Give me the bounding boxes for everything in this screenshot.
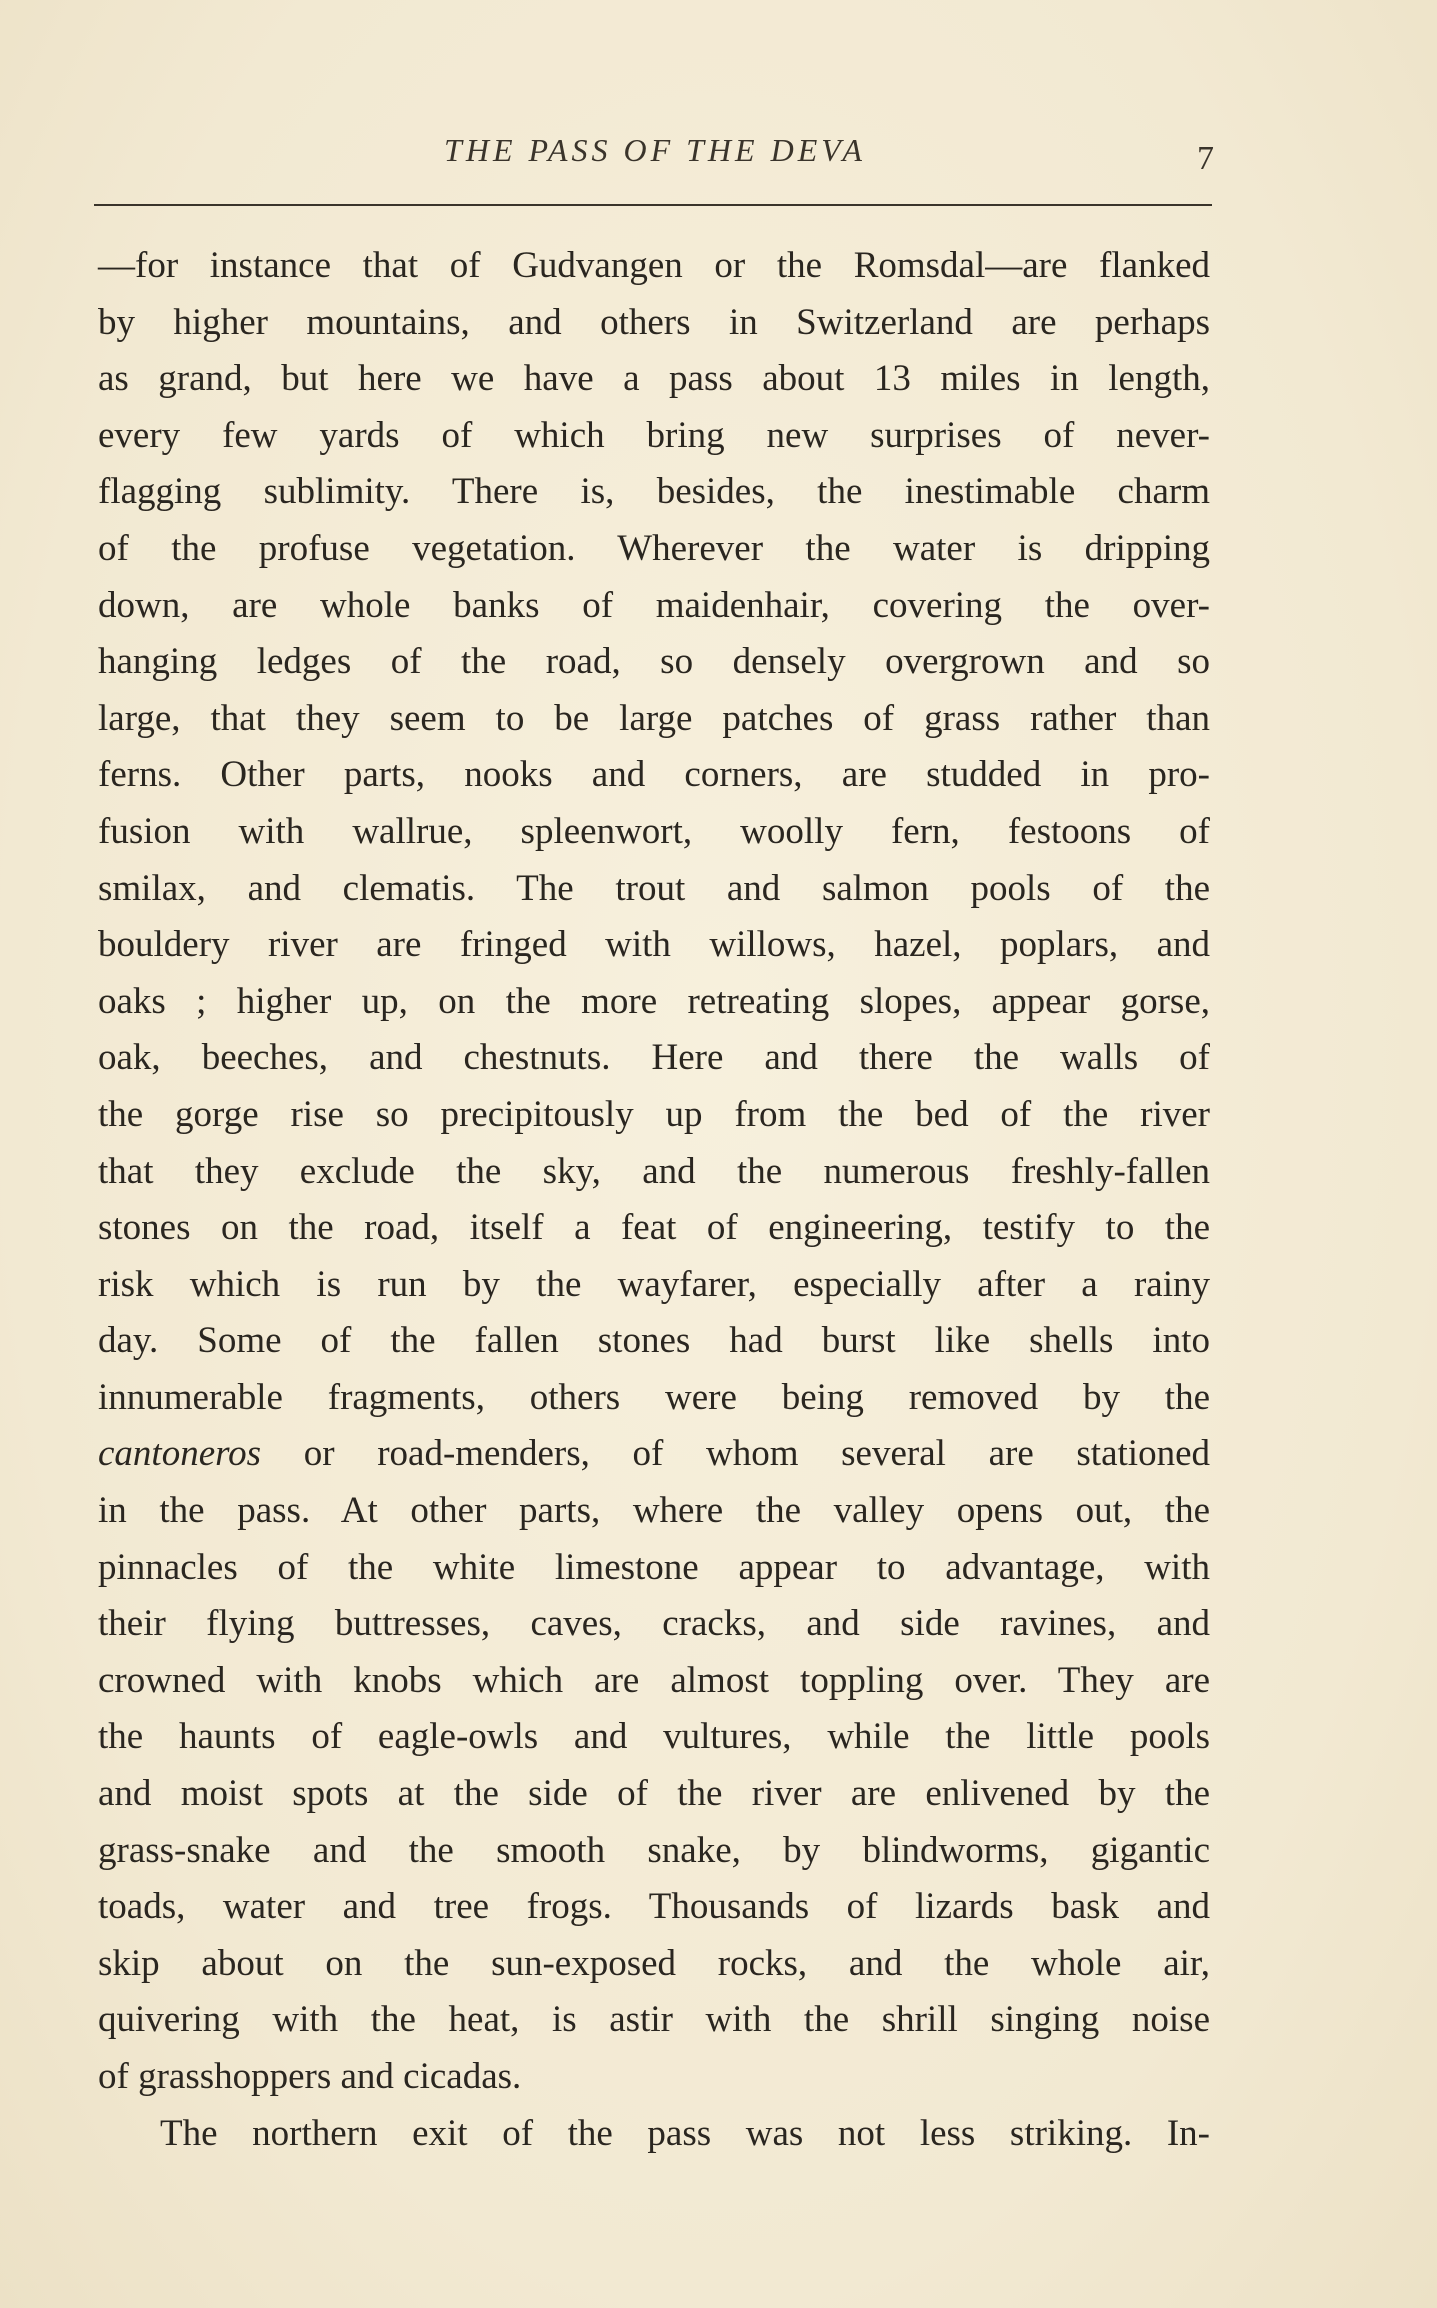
text-line: smilax, and clematis. The trout and salmon pools of the [98,867,1210,909]
text-line: as grand, but here we have a pass about 13 miles in length, [98,358,1210,400]
text-line: that they exclude the sky, and the numerous freshly-fallen [98,1150,1210,1192]
page-number: 7 [1197,140,1214,177]
header-rule [94,204,1212,206]
text-line: large, that they seem to be large patches of grass rather than [98,697,1210,739]
italic-term: cantoneros [98,1433,262,1475]
text-line: every few yards of which bring new surprises of never- [98,414,1210,456]
text-line: the gorge rise so precipitously up from the bed of the river [98,1093,1210,1135]
text-line: stones on the road, itself a feat of engineering, testify to the [98,1207,1210,1249]
text-line: hanging ledges of the road, so densely overgrown and so [98,641,1210,683]
text-line: crowned with knobs which are almost toppling over. They are [98,1659,1210,1701]
text-line: bouldery river are fringed with willows, hazel, poplars, and [98,924,1210,966]
text-line: innumerable fragments, others were being removed by the [98,1376,1210,1418]
text-line: and moist spots at the side of the river are enlivened by the [98,1773,1210,1815]
page-header [96,132,1214,192]
text-line: grass-snake and the smooth snake, by blindworms, gigantic [98,1829,1210,1871]
text-line: quivering with the heat, is astir with the shrill singing noise [98,1999,1210,2041]
text-line: their flying buttresses, caves, cracks, and side ravines, and [98,1603,1210,1645]
text-line: ferns. Other parts, nooks and corners, are studded in pro- [98,754,1210,796]
text-line: of the profuse vegetation. Wherever the water is dripping [98,527,1210,569]
text-line: of grasshoppers and cicadas. [98,2056,522,2097]
text-fragment: or road-menders, of whom several are stationed [261,1433,1210,1475]
text-line: in the pass. At other parts, where the valley opens out, the [98,1490,1210,1532]
text-line: flagging sublimity. There is, besides, the inestimable charm [98,471,1210,513]
text-line: oaks ; higher up, on the more retreating slopes, appear gorse, [98,980,1210,1022]
text-line: oak, beeches, and chestnuts. Here and there the walls of [98,1037,1210,1079]
text-line: risk which is run by the wayfarer, especially after a rainy [98,1263,1210,1305]
text-line: day. Some of the fallen stones had burst like shells into [98,1320,1210,1362]
running-head: THE PASS OF THE DEVA [444,132,866,168]
text-line: down, are whole banks of maidenhair, covering the over- [98,584,1210,626]
text-line: by higher mountains, and others in Switzerland are perhaps [98,301,1210,343]
paragraph-first-line: The northern exit of the pass was not less striking. In- [160,2112,1210,2154]
text-line: —for instance that of Gudvangen or the Romsdal—are flanked [98,245,1210,286]
body-text [98,238,1210,2162]
text-line: toads, water and tree frogs. Thousands of lizards bask and [98,1886,1210,1928]
text-line: the haunts of eagle-owls and vultures, while the little pools [98,1716,1210,1758]
text-line: fusion with wallrue, spleenwort, woolly fern, festoons of [98,810,1210,852]
text-line: pinnacles of the white limestone appear to advantage, with [98,1546,1210,1588]
text-line: skip about on the sun-exposed rocks, and the whole air, [98,1942,1210,1984]
text-line-with-italic [98,1426,1210,1483]
